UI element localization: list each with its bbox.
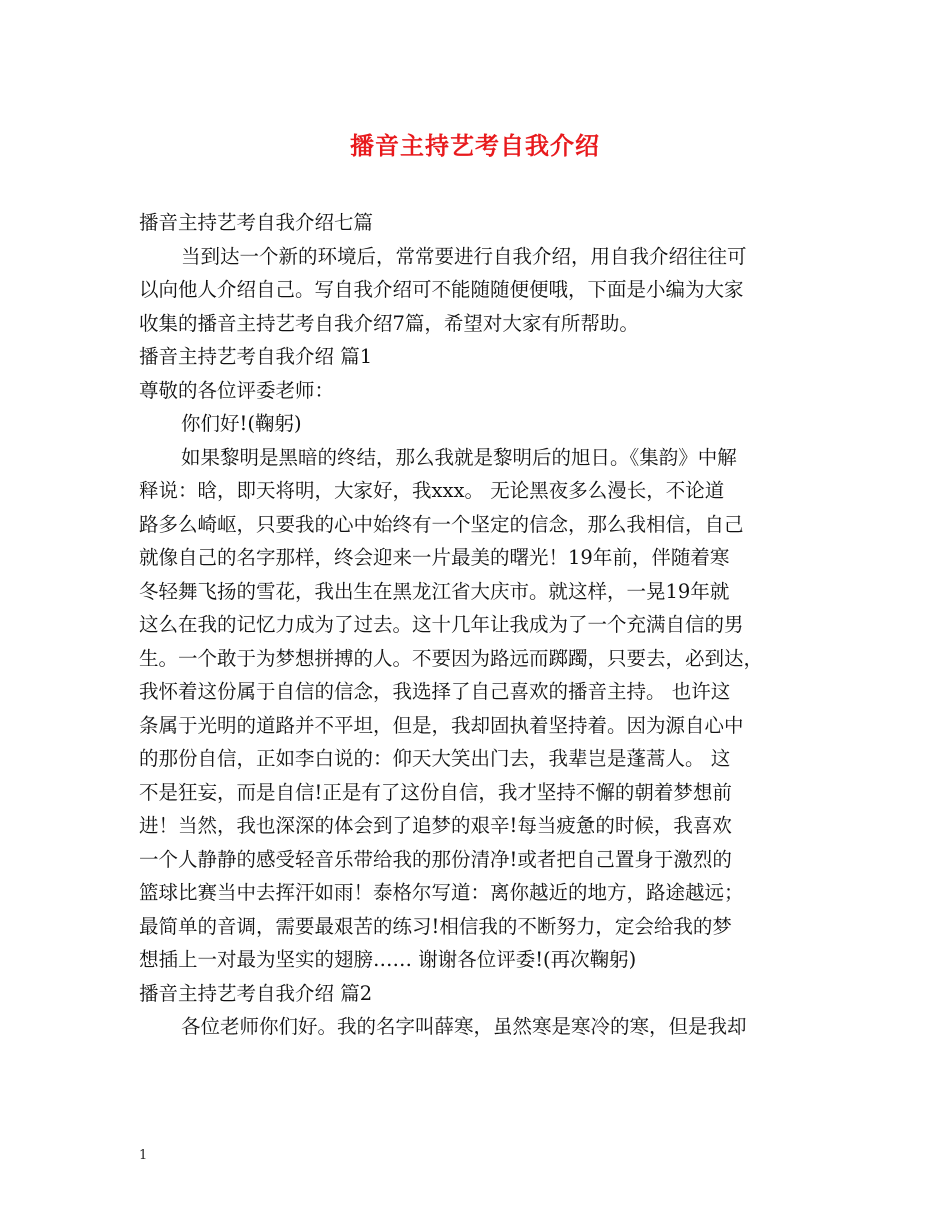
document-body bbox=[139, 206, 813, 1044]
text-line: 一个人静静的感受轻音乐带给我的那份清净!或者把自己置身于激烈的 bbox=[139, 847, 732, 871]
text-line: 进！当然，我也深深的体会到了追梦的艰辛!每当疲惫的时候，我喜欢 bbox=[139, 814, 732, 837]
text-line: 冬轻舞飞扬的雪花，我出生在黑龙江省大庆市。就这样，一晃19年就 bbox=[139, 579, 730, 603]
document-title: 播音主持艺考自我介绍 bbox=[350, 131, 600, 160]
text-line: 以向他人介绍自己。写自我介绍可不能随随便便哦，下面是小编为大家 bbox=[139, 278, 744, 301]
text-line: 播音主持艺考自我介绍 篇1 bbox=[139, 345, 373, 368]
text-line: 就像自己的名字那样，终会迎来一片最美的曙光！19年前，伴随着寒 bbox=[139, 546, 730, 569]
text-line: 收集的播音主持艺考自我介绍7篇，希望对大家有所帮助。 bbox=[139, 311, 639, 335]
text-line: 各位老师你们好。我的名字叫薛寒，虽然寒是寒冷的寒，但是我却 bbox=[181, 1015, 747, 1038]
text-line: 生。一个敢于为梦想拼搏的人。不要因为路远而踯躅，只要去，必到达， bbox=[139, 646, 764, 670]
text-line: 最简单的音调，需要最艰苦的练习!相信我的不断努力，定会给我的梦 bbox=[139, 914, 732, 938]
text-line: 路多么崎岖，只要我的心中始终有一个坚定的信念，那么我相信，自己 bbox=[139, 512, 744, 536]
text-line: 播音主持艺考自我介绍七篇 bbox=[139, 211, 374, 234]
text-line: 当到达一个新的环境后，常常要进行自我介绍，用自我介绍往往可 bbox=[181, 244, 747, 268]
text-line: 尊敬的各位评委老师： bbox=[139, 378, 335, 402]
text-line: 想插上一对最为坚实的翅膀…… 谢谢各位评委!(再次鞠躬) bbox=[139, 948, 637, 971]
text-line: 不是狂妄，而是自信!正是有了这份自信，我才坚持不懈的朝着梦想前 bbox=[139, 780, 732, 804]
text-line: 如果黎明是黑暗的终结，那么我就是黎明后的旭日。《集韵》中解 bbox=[181, 445, 737, 469]
text-line: 的那份自信，正如李白说的：仰天大笑出门去，我辈岂是蓬蒿人。 这 bbox=[139, 747, 731, 770]
text-line: 这么在我的记忆力成为了过去。这十几年让我成为了一个充满自信的男 bbox=[139, 613, 744, 636]
text-line: 篮球比赛当中去挥汗如雨！泰格尔写道：离你越近的地方，路途越远； bbox=[139, 881, 744, 904]
text-line: 条属于光明的道路并不平坦，但是，我却固执着坚持着。因为源自心中 bbox=[139, 713, 744, 737]
text-line: 释说：晗，即天将明，大家好，我xxx。 无论黑夜多么漫长，不论道 bbox=[139, 479, 725, 502]
text-line: 播音主持艺考自我介绍 篇2 bbox=[139, 981, 373, 1005]
text-line: 你们好!(鞠躬) bbox=[181, 412, 302, 435]
text-line: 我怀着这份属于自信的信念，我选择了自己喜欢的播音主持。 也许这 bbox=[139, 680, 731, 703]
page-number: 1 bbox=[139, 1148, 148, 1163]
